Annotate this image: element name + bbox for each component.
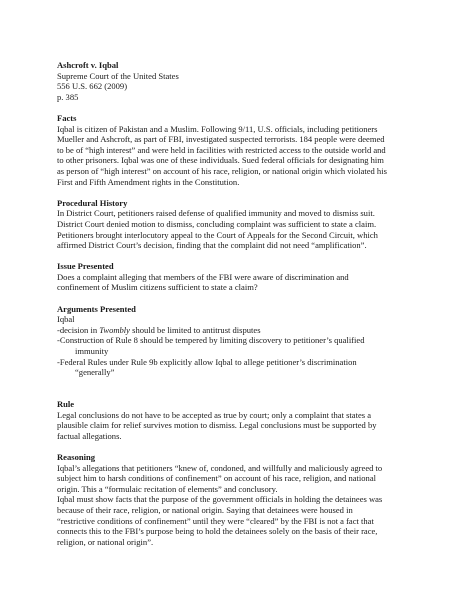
procedural-history-line: District Court denied motion to dismiss, concluding complaint was sufficient to state a claim. <box>57 218 377 229</box>
issue-line: confinement of Muslim citizens sufficient to state a claim? <box>57 282 258 293</box>
issue-heading: Issue Presented <box>57 261 114 272</box>
court-name: Supreme Court of the United States <box>57 70 179 81</box>
argument-item-continuation: “generally” <box>75 367 115 378</box>
procedural-history-heading: Procedural History <box>57 197 128 208</box>
argument-item-continuation: immunity <box>75 346 109 357</box>
reasoning-line: Iqbal must show facts that the purpose of the government officials in holding the detainees was <box>57 494 383 505</box>
citation: 556 U.S. 662 (2009) <box>57 81 128 92</box>
rule-line: Legal conclusions do not have to be accepted as true by court; only a complaint that states a <box>57 409 371 420</box>
argument-item: -Construction of Rule 8 should be tempered by limiting discovery to petitioner’s qualified <box>57 335 365 346</box>
reasoning-line: “restrictive conditions of confinement” until they were “cleared” by the FBI is not a fact that <box>57 515 374 526</box>
argument-suffix: should be limited to antitrust disputes <box>129 324 261 335</box>
facts-line: as person of “high interest” on account of his race, religion, or national origin which violated his <box>57 165 387 176</box>
case-reference-italic: Twombly <box>99 324 130 335</box>
issue-line: Does a complaint alleging that members of the FBI were aware of discrimination and <box>57 271 349 282</box>
procedural-history-line: In District Court, petitioners raised defense of qualified immunity and moved to dismiss suit. <box>57 208 375 219</box>
procedural-history-line: Petitioners brought interlocutory appeal to the Court of Appeals for the Second Circuit, which <box>57 229 378 240</box>
reasoning-line: origin. This a “formulaic recitation of elements” and conclusory. <box>57 483 278 494</box>
reasoning-line: religion, or national origin”. <box>57 536 154 547</box>
facts-line: Mueller and Ashcroft, as part of FBI, investigated suspected terrorists. 184 people were deemed <box>57 134 385 145</box>
reasoning-line: subject him to harsh conditions of confinement” on account of his race, religion, and national <box>57 473 376 484</box>
argument-item: -Federal Rules under Rule 9b explicitly allow Iqbal to allege petitioner’s discrimination <box>57 356 357 367</box>
page-reference: p. 385 <box>57 91 79 102</box>
rule-line: factual allegations. <box>57 430 122 441</box>
procedural-history-line: affirmed District Court’s decision, finding that the complaint did not need “amplification”. <box>57 240 367 251</box>
facts-heading: Facts <box>57 112 77 123</box>
argument-prefix: -decision in <box>57 324 100 335</box>
facts-line: Iqbal is citizen of Pakistan and a Muslim. Following 9/11, U.S. officials, including petitioners <box>57 123 378 134</box>
argument-item <box>57 325 434 336</box>
rule-heading: Rule <box>57 399 75 409</box>
facts-line: First and Fifth Amendment rights in the Constitution. <box>57 176 240 187</box>
facts-line: to other prisoners. Iqbal was one of these individuals. Sued federal officials for designating him <box>57 155 384 166</box>
reasoning-line: connects this to the FBI’s purpose being to hold the detainees solely on the basis of their race, <box>57 526 378 537</box>
reasoning-line: Iqbal’s allegations that petitioners “knew of, condoned, and willfully and maliciously agreed to <box>57 462 383 473</box>
arguments-heading: Arguments Presented <box>57 303 136 314</box>
arguments-party: Iqbal <box>57 314 75 325</box>
reasoning-line: because of their race, religion, or national origin. Saying that detainees were housed in <box>57 504 353 515</box>
rule-line: plausible claim for relief survives motion to dismiss. Legal conclusions must be supported by <box>57 420 377 431</box>
reasoning-heading: Reasoning <box>57 451 95 462</box>
facts-line: to be of “high interest” and were held in facilities with restricted access to the outside world and <box>57 144 386 155</box>
case-name: Ashcroft v. Iqbal <box>57 60 119 70</box>
